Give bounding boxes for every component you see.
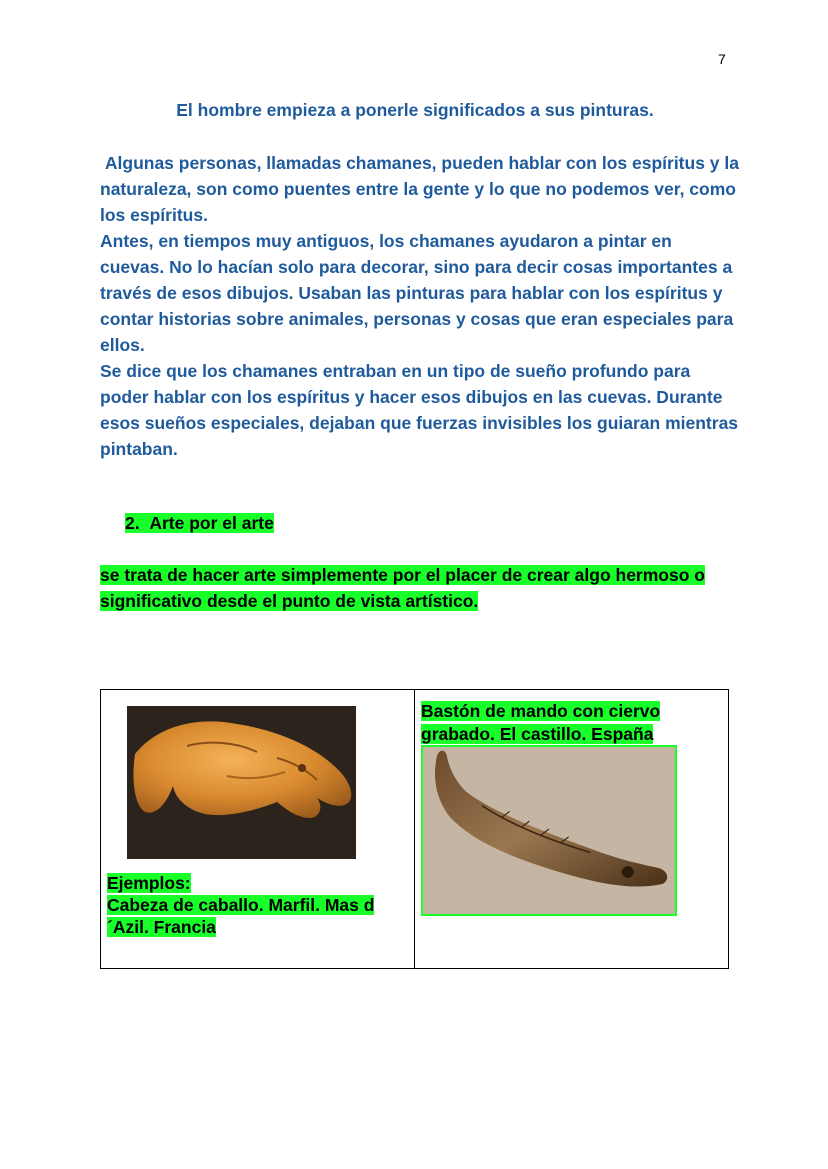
horse-caption: Cabeza de caballo. Marfil. Mas d´Azil. Francia	[107, 895, 375, 937]
example-caption-left	[107, 872, 407, 938]
section-text: se trata de hacer arte simplemente por el placer de crear algo hermoso o significativo desde el punto de vista artístico.	[100, 565, 705, 611]
example-cell-baton	[415, 690, 729, 969]
section-title: Arte por el arte	[149, 513, 274, 533]
page-number: 7	[718, 51, 726, 67]
horse-head-ivory-image	[127, 706, 356, 859]
example-caption-right	[421, 700, 721, 746]
paragraph: Se dice que los chamanes entraban en un tipo de sueño profundo para poder hablar con los espíritus y hacer esos dibujos en las cuevas. Durante esos sueños especiales, dejaban que fuerzas invisibles los guiaran mientras pintaban.	[100, 361, 739, 459]
section-description	[100, 562, 740, 614]
examples-table	[100, 689, 729, 969]
paragraph: Algunas personas, llamadas chamanes, pueden hablar con los espíritus y la naturaleza, son como puentes entre la gente y lo que no podemos ver, como los espíritus.	[100, 153, 744, 225]
paragraph: Antes, en tiempos muy antiguos, los chamanes ayudaron a pintar en cuevas. No lo hacían solo para decorar, sino para decir cosas importantes a través de esos dibujos. Usaban las pinturas para hablar con los espíritus y contar historias sobre animales, personas y cosas que eran especiales para ellos.	[100, 231, 734, 355]
baton-antler-image	[421, 745, 677, 916]
body-text	[100, 150, 744, 462]
section-heading	[125, 510, 274, 536]
examples-label: Ejemplos:	[107, 873, 191, 893]
example-cell-horse	[101, 690, 415, 969]
baton-caption: Bastón de mando con ciervo grabado. El castillo. España	[421, 701, 661, 744]
page-title: El hombre empieza a ponerle significados a sus pinturas.	[176, 100, 654, 120]
section-number: 2.	[125, 513, 140, 533]
